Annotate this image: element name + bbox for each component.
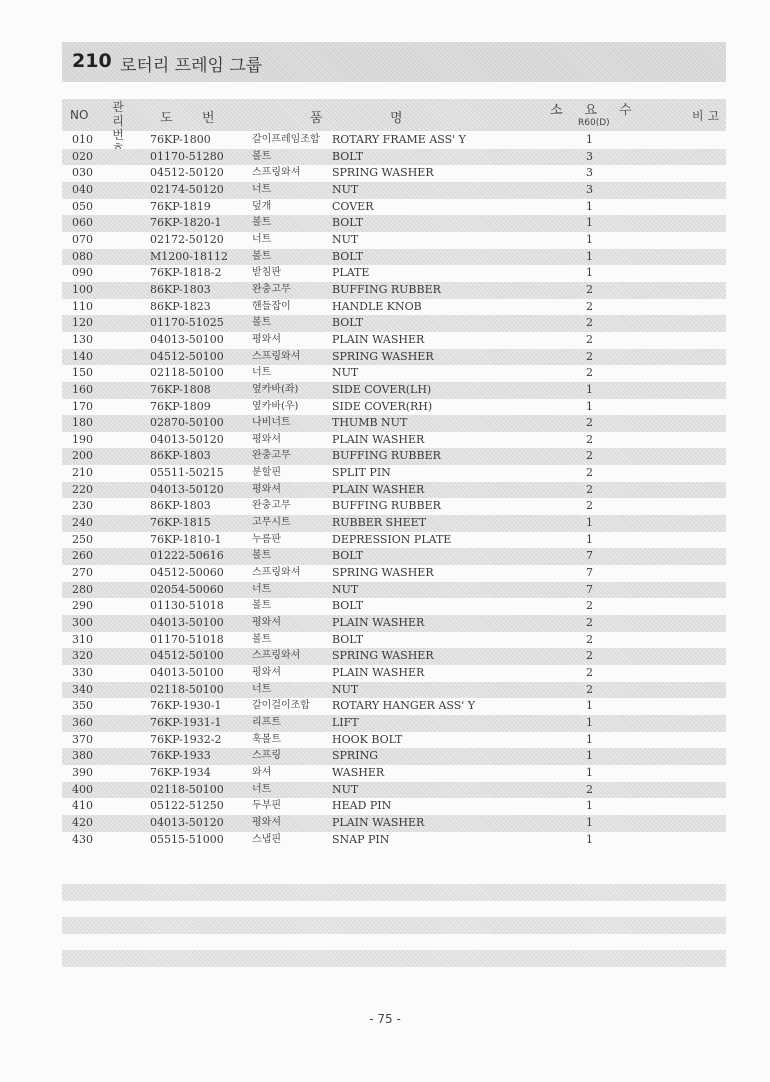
- row-name-english: NUT: [332, 182, 359, 196]
- table-row: [62, 299, 726, 316]
- row-name-english: SIDE COVER(LH): [332, 382, 432, 396]
- table-row: [62, 482, 726, 499]
- table-row: [62, 498, 726, 515]
- row-quantity: 2: [586, 366, 593, 380]
- row-no: 010: [72, 133, 93, 146]
- row-part-number: 86KP-1823: [150, 299, 211, 313]
- empty-row: [62, 917, 726, 934]
- row-name-english: HEAD PIN: [332, 799, 392, 813]
- row-name-korean: 나비너트: [252, 417, 291, 429]
- row-name-korean: 훅볼트: [252, 733, 281, 745]
- table-row: [62, 632, 726, 649]
- row-part-number: 01170-51018: [150, 632, 224, 646]
- table-row: [62, 565, 726, 582]
- row-name-korean: 너트: [252, 583, 272, 595]
- row-no: 380: [72, 749, 93, 763]
- row-part-number: 05511-50215: [150, 466, 224, 480]
- header-drawing: 도: [160, 111, 173, 126]
- section-title: 로터리 프레임 그룹: [120, 56, 263, 76]
- row-quantity: 3: [586, 166, 593, 180]
- table-row: [62, 315, 726, 332]
- row-name-english: BUFFING RUBBER: [332, 449, 441, 463]
- row-part-number: 76KP-1800: [150, 133, 211, 146]
- row-name-english: SPLIT PIN: [332, 466, 391, 480]
- empty-row: [62, 950, 726, 967]
- row-part-number: 01170-51280: [150, 149, 224, 163]
- row-part-number: 01170-51025: [150, 316, 224, 330]
- row-part-number: 04512-50100: [150, 649, 224, 663]
- row-name-english: DEPRESSION PLATE: [332, 532, 452, 546]
- row-part-number: 02870-50100: [150, 416, 224, 430]
- row-name-korean: 볼트: [252, 600, 272, 612]
- row-no: 140: [72, 349, 93, 363]
- table-row: [62, 182, 726, 199]
- row-name-english: ROTARY FRAME ASS' Y: [332, 133, 466, 146]
- row-quantity: 2: [586, 666, 593, 679]
- row-name-korean: 볼트: [252, 217, 272, 229]
- row-quantity: 2: [586, 299, 593, 313]
- row-part-number: 76KP-1809: [150, 399, 211, 413]
- row-no: 080: [72, 249, 93, 263]
- row-name-english: SPRING WASHER: [332, 649, 434, 663]
- row-name-english: SPRING WASHER: [332, 166, 434, 180]
- row-no: 130: [72, 332, 93, 346]
- empty-rows: [62, 884, 726, 983]
- row-part-number: 01130-51018: [150, 599, 224, 613]
- row-name-english: SPRING WASHER: [332, 566, 434, 580]
- row-no: 240: [72, 516, 93, 530]
- row-part-number: 05122-51250: [150, 799, 224, 813]
- header-item: 품: [310, 111, 323, 126]
- row-name-english: NUT: [332, 366, 359, 380]
- row-name-english: WASHER: [332, 765, 385, 779]
- table-row: [62, 532, 726, 549]
- row-part-number: 02054-50060: [150, 582, 224, 596]
- row-name-korean: 평와셔: [252, 617, 281, 629]
- row-name-english: PLAIN WASHER: [332, 666, 425, 679]
- row-name-korean: 너트: [252, 783, 272, 795]
- row-name-korean: 스프링와셔: [252, 650, 301, 662]
- row-no: 290: [72, 599, 93, 613]
- row-name-korean: 옆카바(우): [252, 400, 299, 412]
- row-part-number: 86KP-1803: [150, 449, 211, 463]
- row-no: 310: [72, 632, 93, 646]
- row-quantity: 1: [586, 799, 593, 813]
- row-quantity: 3: [586, 182, 593, 196]
- row-quantity: 2: [586, 416, 593, 430]
- row-no: 360: [72, 715, 93, 729]
- row-part-number: 76KP-1810-1: [150, 532, 222, 546]
- row-name-english: COVER: [332, 199, 374, 213]
- row-part-number: 76KP-1934: [150, 765, 211, 779]
- row-part-number: 04013-50120: [150, 482, 224, 496]
- row-name-english: SIDE COVER(RH): [332, 399, 433, 413]
- row-part-number: M1200-18112: [150, 249, 228, 263]
- row-no: 390: [72, 765, 93, 779]
- row-no: 220: [72, 482, 93, 496]
- row-part-number: 01222-50616: [150, 549, 224, 563]
- row-quantity: 2: [586, 649, 593, 663]
- row-quantity: 1: [586, 216, 593, 230]
- row-part-number: 04512-50060: [150, 566, 224, 580]
- table-row: [62, 232, 726, 249]
- row-name-korean: 완충고무: [252, 500, 291, 512]
- row-no: 250: [72, 532, 93, 546]
- row-name-english: SPRING: [332, 749, 378, 763]
- table-row: [62, 415, 726, 432]
- row-no: 320: [72, 649, 93, 663]
- row-no: 200: [72, 449, 93, 463]
- row-part-number: 04013-50100: [150, 332, 224, 346]
- table-row: [62, 215, 726, 232]
- row-name-korean: 평와셔: [252, 483, 281, 495]
- row-part-number: 04013-50120: [150, 815, 224, 829]
- parts-table: [62, 132, 726, 848]
- row-part-number: 76KP-1815: [150, 516, 211, 530]
- row-part-number: 02118-50100: [150, 366, 224, 380]
- table-row: [62, 249, 726, 266]
- row-name-english: SNAP PIN: [332, 832, 390, 846]
- row-name-english: BOLT: [332, 249, 364, 263]
- row-quantity: 1: [586, 199, 593, 213]
- row-no: 050: [72, 199, 93, 213]
- table-row: [62, 365, 726, 382]
- row-part-number: 04512-50100: [150, 349, 224, 363]
- row-quantity: 1: [586, 232, 593, 246]
- row-quantity: 1: [586, 699, 593, 713]
- row-no: 350: [72, 699, 93, 713]
- row-quantity: 3: [586, 149, 593, 163]
- row-part-number: 86KP-1803: [150, 282, 211, 296]
- row-quantity: 2: [586, 482, 593, 496]
- table-row: [62, 132, 726, 149]
- row-no: 330: [72, 666, 93, 679]
- row-name-english: PLAIN WASHER: [332, 616, 425, 630]
- row-name-english: RUBBER SHEET: [332, 516, 427, 530]
- row-quantity: 2: [586, 432, 593, 446]
- row-part-number: 04512-50120: [150, 166, 224, 180]
- row-no: 280: [72, 582, 93, 596]
- table-row: [62, 349, 726, 366]
- row-no: 400: [72, 782, 93, 796]
- row-name-korean: 분할핀: [252, 467, 281, 479]
- table-row: [62, 665, 726, 682]
- row-quantity: 2: [586, 316, 593, 330]
- header-name: 명: [390, 111, 403, 126]
- row-part-number: 02172-50120: [150, 232, 224, 246]
- row-quantity: 2: [586, 466, 593, 480]
- table-row: [62, 149, 726, 166]
- row-name-english: BUFFING RUBBER: [332, 282, 441, 296]
- row-name-korean: 평와셔: [252, 333, 281, 345]
- row-no: 210: [72, 466, 93, 480]
- row-name-korean: 완충고무: [252, 283, 291, 295]
- row-name-english: BOLT: [332, 632, 364, 646]
- table-row: [62, 465, 726, 482]
- row-no: 370: [72, 732, 93, 746]
- row-name-korean: 볼트: [252, 633, 272, 645]
- row-name-korean: 옆카바(좌): [252, 383, 299, 395]
- row-name-korean: 너트: [252, 367, 272, 379]
- row-part-number: 76KP-1818-2: [150, 266, 222, 280]
- table-row: [62, 265, 726, 282]
- row-name-english: BOLT: [332, 316, 364, 330]
- row-part-number: 04013-50100: [150, 616, 224, 630]
- row-quantity: 2: [586, 349, 593, 363]
- row-name-korean: 볼트: [252, 550, 272, 562]
- row-name-korean: 볼트: [252, 317, 272, 329]
- header-qty-model: R60(D): [578, 118, 610, 128]
- row-part-number: 76KP-1933: [150, 749, 211, 763]
- row-quantity: 1: [586, 749, 593, 763]
- row-no: 420: [72, 815, 93, 829]
- row-part-number: 76KP-1819: [150, 199, 211, 213]
- row-no: 120: [72, 316, 93, 330]
- row-no: 190: [72, 432, 93, 446]
- table-row: [62, 399, 726, 416]
- row-quantity: 2: [586, 782, 593, 796]
- page-number: - 75 -: [369, 1012, 401, 1026]
- row-part-number: 76KP-1930-1: [150, 699, 222, 713]
- table-row: [62, 765, 726, 782]
- row-quantity: 1: [586, 249, 593, 263]
- row-name-korean: 스냅핀: [252, 833, 281, 845]
- table-row: [62, 515, 726, 532]
- row-part-number: 76KP-1820-1: [150, 216, 222, 230]
- row-name-korean: 평와셔: [252, 667, 281, 678]
- section-title-bar: [62, 42, 726, 82]
- row-name-english: LIFT: [332, 715, 359, 729]
- table-row: [62, 165, 726, 182]
- row-quantity: 1: [586, 765, 593, 779]
- row-no: 020: [72, 149, 93, 163]
- table-row: [62, 382, 726, 399]
- row-quantity: 2: [586, 332, 593, 346]
- row-quantity: 1: [586, 382, 593, 396]
- table-row: [62, 615, 726, 632]
- row-no: 110: [72, 299, 93, 313]
- row-name-korean: 와셔: [252, 766, 272, 778]
- row-name-korean: 스프링와셔: [252, 167, 301, 179]
- row-name-english: NUT: [332, 782, 359, 796]
- table-row: [62, 682, 726, 699]
- row-name-english: NUT: [332, 682, 359, 696]
- table-row: [62, 815, 726, 832]
- row-name-korean: 평와셔: [252, 816, 281, 828]
- row-quantity: 7: [586, 582, 593, 596]
- table-row: [62, 648, 726, 665]
- row-no: 170: [72, 399, 93, 413]
- row-quantity: 2: [586, 282, 593, 296]
- row-name-english: ROTARY HANGER ASS' Y: [332, 699, 476, 713]
- row-name-korean: 너트: [252, 233, 272, 245]
- row-name-english: PLAIN WASHER: [332, 815, 425, 829]
- row-no: 260: [72, 549, 93, 563]
- table-row: [62, 715, 726, 732]
- row-name-english: PLAIN WASHER: [332, 432, 425, 446]
- table-row: [62, 782, 726, 799]
- header-number: 번: [202, 111, 215, 126]
- header-remarks: 비고: [692, 109, 724, 123]
- row-part-number: 76KP-1808: [150, 382, 211, 396]
- empty-row: [62, 884, 726, 901]
- row-quantity: 1: [586, 815, 593, 829]
- row-quantity: 1: [586, 516, 593, 530]
- row-no: 340: [72, 682, 93, 696]
- row-part-number: 76KP-1932-2: [150, 732, 222, 746]
- row-name-korean: 너트: [252, 683, 272, 695]
- row-quantity: 2: [586, 632, 593, 646]
- row-name-english: PLATE: [332, 266, 370, 280]
- row-name-korean: 볼트: [252, 250, 272, 262]
- row-name-korean: 두부핀: [252, 800, 281, 812]
- row-part-number: 76KP-1931-1: [150, 715, 222, 729]
- row-no: 430: [72, 832, 93, 846]
- table-row: [62, 732, 726, 749]
- row-quantity: 2: [586, 682, 593, 696]
- row-no: 410: [72, 799, 93, 813]
- row-name-korean: 완충고무: [252, 450, 291, 462]
- row-part-number: 02118-50100: [150, 782, 224, 796]
- table-row: [62, 598, 726, 615]
- row-quantity: 1: [586, 715, 593, 729]
- row-name-english: SPRING WASHER: [332, 349, 434, 363]
- table-row: [62, 832, 726, 849]
- table-row: [62, 698, 726, 715]
- row-quantity: 1: [586, 732, 593, 746]
- row-name-english: BOLT: [332, 216, 364, 230]
- row-no: 070: [72, 232, 93, 246]
- row-no: 040: [72, 182, 93, 196]
- row-name-korean: 볼트: [252, 150, 272, 162]
- row-no: 150: [72, 366, 93, 380]
- row-quantity: 1: [586, 133, 593, 146]
- row-name-english: BOLT: [332, 599, 364, 613]
- row-quantity: 7: [586, 549, 593, 563]
- header-no: NO: [70, 108, 89, 122]
- row-part-number: 04013-50120: [150, 432, 224, 446]
- table-row: [62, 798, 726, 815]
- row-quantity: 1: [586, 532, 593, 546]
- row-quantity: 1: [586, 399, 593, 413]
- row-part-number: 05515-51000: [150, 832, 224, 846]
- table-row: [62, 448, 726, 465]
- row-name-english: HOOK BOLT: [332, 732, 403, 746]
- row-part-number: 86KP-1803: [150, 499, 211, 513]
- row-no: 180: [72, 416, 93, 430]
- row-name-korean: 누름판: [252, 533, 281, 545]
- row-name-english: BOLT: [332, 149, 364, 163]
- row-name-korean: 리프트: [252, 716, 281, 728]
- row-name-korean: 스프링와셔: [252, 567, 301, 579]
- section-number: 210: [72, 50, 112, 72]
- row-name-korean: 너트: [252, 183, 272, 195]
- table-row: [62, 748, 726, 765]
- row-name-english: HANDLE KNOB: [332, 299, 422, 313]
- row-no: 060: [72, 216, 93, 230]
- table-row: [62, 582, 726, 599]
- row-quantity: 1: [586, 266, 593, 280]
- row-name-english: PLAIN WASHER: [332, 332, 425, 346]
- table-row: [62, 332, 726, 349]
- header-qty: 소요수: [550, 103, 654, 118]
- row-name-korean: 덮개: [252, 200, 272, 212]
- row-part-number: 02118-50100: [150, 682, 224, 696]
- row-quantity: 2: [586, 616, 593, 630]
- row-name-english: THUMB NUT: [332, 416, 408, 430]
- row-name-korean: 받침판: [252, 267, 281, 279]
- row-part-number: 02174-50120: [150, 182, 224, 196]
- row-quantity: 2: [586, 599, 593, 613]
- row-no: 230: [72, 499, 93, 513]
- row-name-korean: 스프링와셔: [252, 350, 301, 362]
- row-name-english: BUFFING RUBBER: [332, 499, 441, 513]
- row-name-korean: 고무시트: [252, 517, 291, 529]
- row-quantity: 2: [586, 499, 593, 513]
- row-no: 090: [72, 266, 93, 280]
- header-mgmt-no: 관리 번: [112, 100, 130, 142]
- row-quantity: 7: [586, 566, 593, 580]
- row-no: 100: [72, 282, 93, 296]
- row-name-korean: 평와셔: [252, 433, 281, 445]
- row-quantity: 1: [586, 832, 593, 846]
- row-no: 030: [72, 166, 93, 180]
- table-row: [62, 199, 726, 216]
- row-name-korean: 스프링: [252, 750, 281, 762]
- row-no: 270: [72, 566, 93, 580]
- row-name-korean: 갈이걸이조합: [252, 700, 310, 712]
- table-row: [62, 548, 726, 565]
- row-no: 160: [72, 382, 93, 396]
- table-row: [62, 282, 726, 299]
- row-name-korean: 핸들잡이: [252, 300, 291, 312]
- row-name-english: NUT: [332, 582, 359, 596]
- row-name-korean: 갈이프레임조합: [252, 134, 320, 145]
- row-name-english: PLAIN WASHER: [332, 482, 425, 496]
- row-name-english: NUT: [332, 232, 359, 246]
- row-name-english: BOLT: [332, 549, 364, 563]
- row-part-number: 04013-50100: [150, 666, 224, 679]
- table-row: [62, 432, 726, 449]
- row-quantity: 2: [586, 449, 593, 463]
- row-no: 300: [72, 616, 93, 630]
